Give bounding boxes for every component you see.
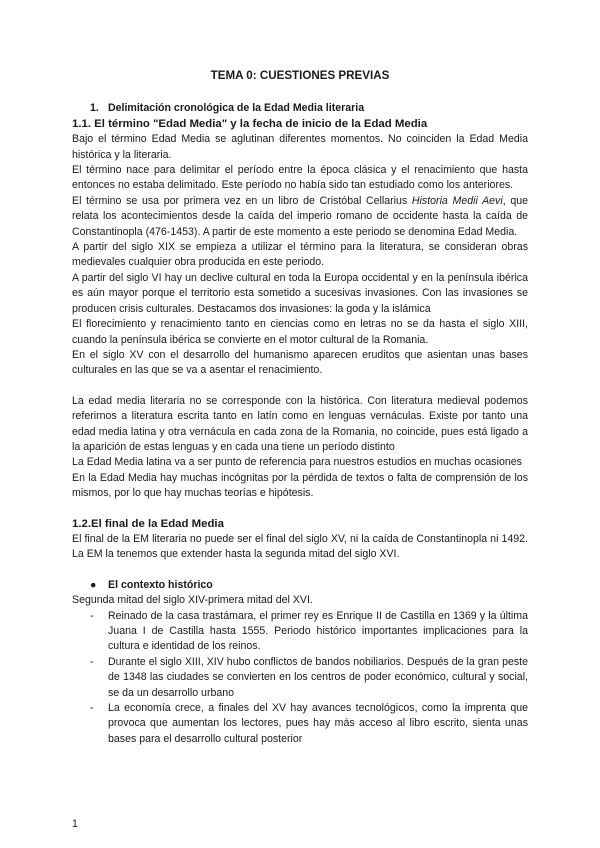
context-heading-label: El contexto histórico bbox=[108, 578, 213, 591]
bullet-icon: ● bbox=[90, 578, 97, 591]
list-item-text: Reinado de la casa trastámara, el primer rey es Enrique II de Castilla en 1369 y la última Juana I de Castilla hasta 1555. Periodo histórico importantes implicaciones para la cultura e identidad de los reinos. bbox=[108, 609, 528, 653]
section-1-number: 1. bbox=[90, 102, 99, 115]
paragraph: El florecimiento y renacimiento tanto en ciencias como en letras no se da hasta el siglo XIII, cuando la península ibérica se convierte en el motor cultural de la Romania. bbox=[72, 318, 528, 346]
subsection-1-1-heading: 1.1. El término "Edad Media" y la fecha de inicio de la Edad Media bbox=[72, 117, 428, 130]
paragraph: En el siglo XV con el desarrollo del humanismo aparecen eruditos que asientan unas bases culturales en las que se va a asentar el renacimiento. bbox=[72, 348, 528, 377]
paragraph bbox=[72, 194, 528, 240]
section-1-heading bbox=[90, 101, 528, 116]
page-content bbox=[72, 68, 528, 747]
context-list bbox=[72, 609, 528, 748]
document-title: TEMA 0: CUESTIONES PREVIAS bbox=[210, 69, 390, 82]
subsection-1-2-heading: 1.2.El final de la Edad Media bbox=[72, 517, 224, 530]
section-1-label: Delimitación cronológica de la Edad Media literaria bbox=[108, 102, 365, 115]
page-number: 1 bbox=[72, 818, 78, 830]
context-intro: Segunda mitad del siglo XIV-primera mitad del XVI. bbox=[72, 594, 313, 607]
book-title: Historia Medii Aevi bbox=[411, 194, 503, 207]
paragraph: La Edad Media latina va a ser punto de referencia para nuestros estudios en muchas ocasiones bbox=[72, 456, 522, 469]
list-item bbox=[72, 701, 528, 747]
dash-icon: - bbox=[90, 702, 94, 715]
paragraph: En la Edad Media hay muchas incógnitas por la pérdida de textos o falta de comprensión de los mismos, por lo que hay muchas teorías e hipótesis. bbox=[72, 471, 528, 500]
paragraph-text: El término se usa por primera vez en un libro de Cristóbal Cellarius bbox=[72, 194, 412, 207]
spacer bbox=[72, 563, 528, 578]
list-item bbox=[72, 609, 528, 655]
paragraph: El final de la EM literaria no puede ser el final del siglo XV, ni la caída de Constantinopla ni 1492. La EM la tenemos que extender hasta la segunda mitad del siglo XVI. bbox=[72, 532, 528, 561]
paragraph: La edad media literaria no se corresponde con la histórica. Con literatura medieval podemos referirnos a literatura escrita tanto en latín como en lenguas vernáculas. Existe por tanto una edad media latina y otra vernácula en cada zona de la Romania, no coincide, pues está ligado a la aparición de estas lenguas y en cada una tiene un período distinto bbox=[72, 394, 528, 453]
paragraph: A partir del siglo VI hay un declive cultural en toda la Europa occidental y en la península ibérica es aún mayor porque el territorio esta sometido a sucesivas invasiones. Con las invasiones se producen crisis culturales. Destacamos dos invasiones: la goda y la islámica bbox=[72, 271, 528, 315]
list-item bbox=[72, 655, 528, 701]
context-heading bbox=[90, 578, 528, 593]
dash-icon: - bbox=[90, 609, 94, 622]
list-item-text: Durante el siglo XIII, XIV hubo conflictos de bandos nobiliarios. Después de la gran peste de 1348 las ciudades se convierten en los centros de poder económico, cultural y social, se da un desarrollo urbano bbox=[108, 655, 528, 699]
paragraph: A partir del siglo XIX se empieza a utilizar el término para la literatura, se consideran obras medievales cualquier obra producida en este periodo. bbox=[72, 241, 528, 269]
dash-icon: - bbox=[90, 655, 94, 668]
spacer bbox=[72, 379, 528, 394]
paragraph: El término nace para delimitar el período entre la época clásica y el renacimiento que hasta entonces no estaba delimitado. Este período no había sido tan estudiado como los anteriores. bbox=[72, 164, 528, 192]
list-item-text: La economía crece, a finales del XV hay avances tecnológicos, como la imprenta que provoca que aumentan los lectores, pues hay más acceso al libro escrito, sienta unas bases para el desarrollo cultural posterior bbox=[108, 702, 528, 745]
paragraph: Bajo el término Edad Media se aglutinan diferentes momentos. No coinciden la Edad Media histórica y la literaria. bbox=[72, 133, 528, 161]
spacer bbox=[72, 502, 528, 517]
paragraph-text: , que relata los acontecimientos desde la caída del imperio romano de occidente hasta la caída de Constantinopla (476-1453). A partir de este momento a este periodo se denomina Edad Media. bbox=[72, 194, 528, 238]
